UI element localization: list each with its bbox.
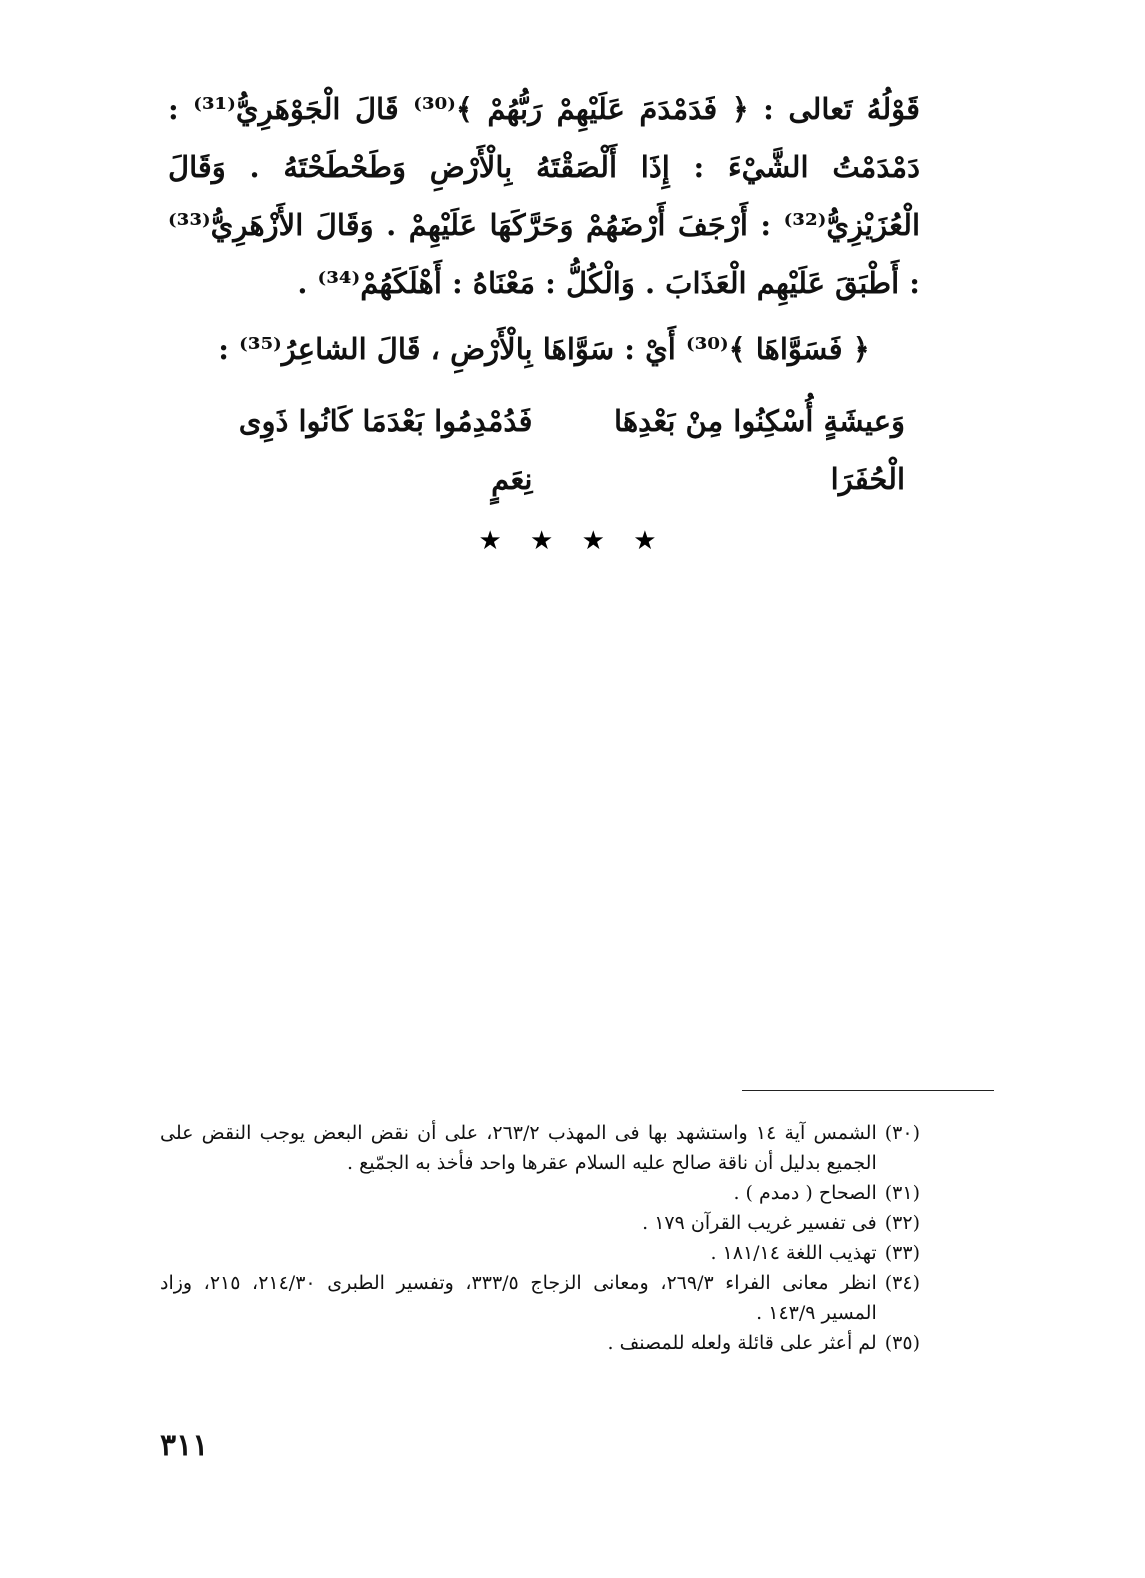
- footnote-number: (٣١): [884, 1182, 920, 1204]
- footnote-item: [160, 1208, 920, 1238]
- footnote-item: [160, 1118, 920, 1178]
- footnote-text: الشمس آية ١٤ واستشهد بها فى المهذب ٢٦٣/٢، على أن نقض البعض يوجب النقض على الجميع بدليل أن ناقة صالح عليه السلام عقرها واحد فأخذ به الجمّيع .: [160, 1122, 877, 1174]
- footnote-number: (٣٥): [884, 1332, 920, 1354]
- footnote-divider: [742, 1090, 994, 1091]
- footnote-text: لم أعثر على قائلة ولعله للمصنف .: [607, 1332, 877, 1354]
- section-separator-stars: ★ ★ ★ ★: [478, 526, 667, 556]
- footnote-text: فى تفسير غريب القرآن ١٧٩ .: [642, 1212, 877, 1234]
- footnote-number: (٣٠): [884, 1122, 920, 1144]
- page-number: ٣١١: [160, 1428, 209, 1463]
- footnote-item: [160, 1268, 920, 1328]
- poem-hemistich-right: وَعيشَةٍ أُسْكِنُوا مِنْ بَعْدِهَا الْحُفَرَا: [614, 404, 905, 496]
- poem-verse: [190, 392, 905, 508]
- footnotes: [160, 1118, 920, 1358]
- main-paragraph: قَوْلُهُ تَعالى : ﴿ فَدَمْدَمَ عَلَيْهِمْ رَبُّهُمْ ﴾⁽³⁰⁾ قَالَ الْجَوْهَرِيُّ⁽³¹⁾ : دَمْدَمْتُ الشَّيْءَ : إِذَا أَلْصَقْتَهُ بِالْأَرْضِ وَطَحْطَحْتَهُ . وَقَالَ الْعُزَيْزِيُّ⁽³²⁾ : أَرْجَفَ أَرْضَهُمْ وَحَرَّكَهَا عَلَيْهِمْ . وَقَالَ الأَزْهَرِيُّ⁽³³⁾ : أَطْبَقَ عَلَيْهِم الْعَذَابَ . وَالْكُلُّ : مَعْنَاهُ : أَهْلَكَهُمْ⁽³⁴⁾ .: [168, 92, 920, 300]
- main-text-block: [168, 80, 920, 312]
- poem-hemistich-left: فَدُمْدِمُوا بَعْدَمَا كَانُوا ذَوِى نِعَمٍ: [238, 404, 533, 496]
- footnote-number: (٣٢): [884, 1212, 920, 1234]
- verse-line: ﴿ فَسَوَّاهَا ﴾⁽³⁰⁾ أَيْ : سَوَّاهَا بِالْأَرْضِ ، قَالَ الشاعِرُ⁽³⁵⁾ :: [218, 332, 870, 366]
- footnote-item: [160, 1178, 920, 1208]
- footnote-text: تهذيب اللغة ١٨١/١٤ .: [710, 1242, 877, 1264]
- footnote-item: [160, 1238, 920, 1268]
- footnote-item: [160, 1328, 920, 1358]
- footnote-text: الصحاح ( دمدم ) .: [733, 1182, 877, 1204]
- footnote-number: (٣٤): [884, 1272, 920, 1294]
- footnote-number: (٣٣): [884, 1242, 920, 1264]
- footnote-text: انظر معانى الفراء ٢٦٩/٣، ومعانى الزجاج ٣٣٣/٥، وتفسير الطبرى ٢١٤/٣٠، ٢١٥، وزاد المسير ١٤٣/٩ .: [160, 1272, 877, 1324]
